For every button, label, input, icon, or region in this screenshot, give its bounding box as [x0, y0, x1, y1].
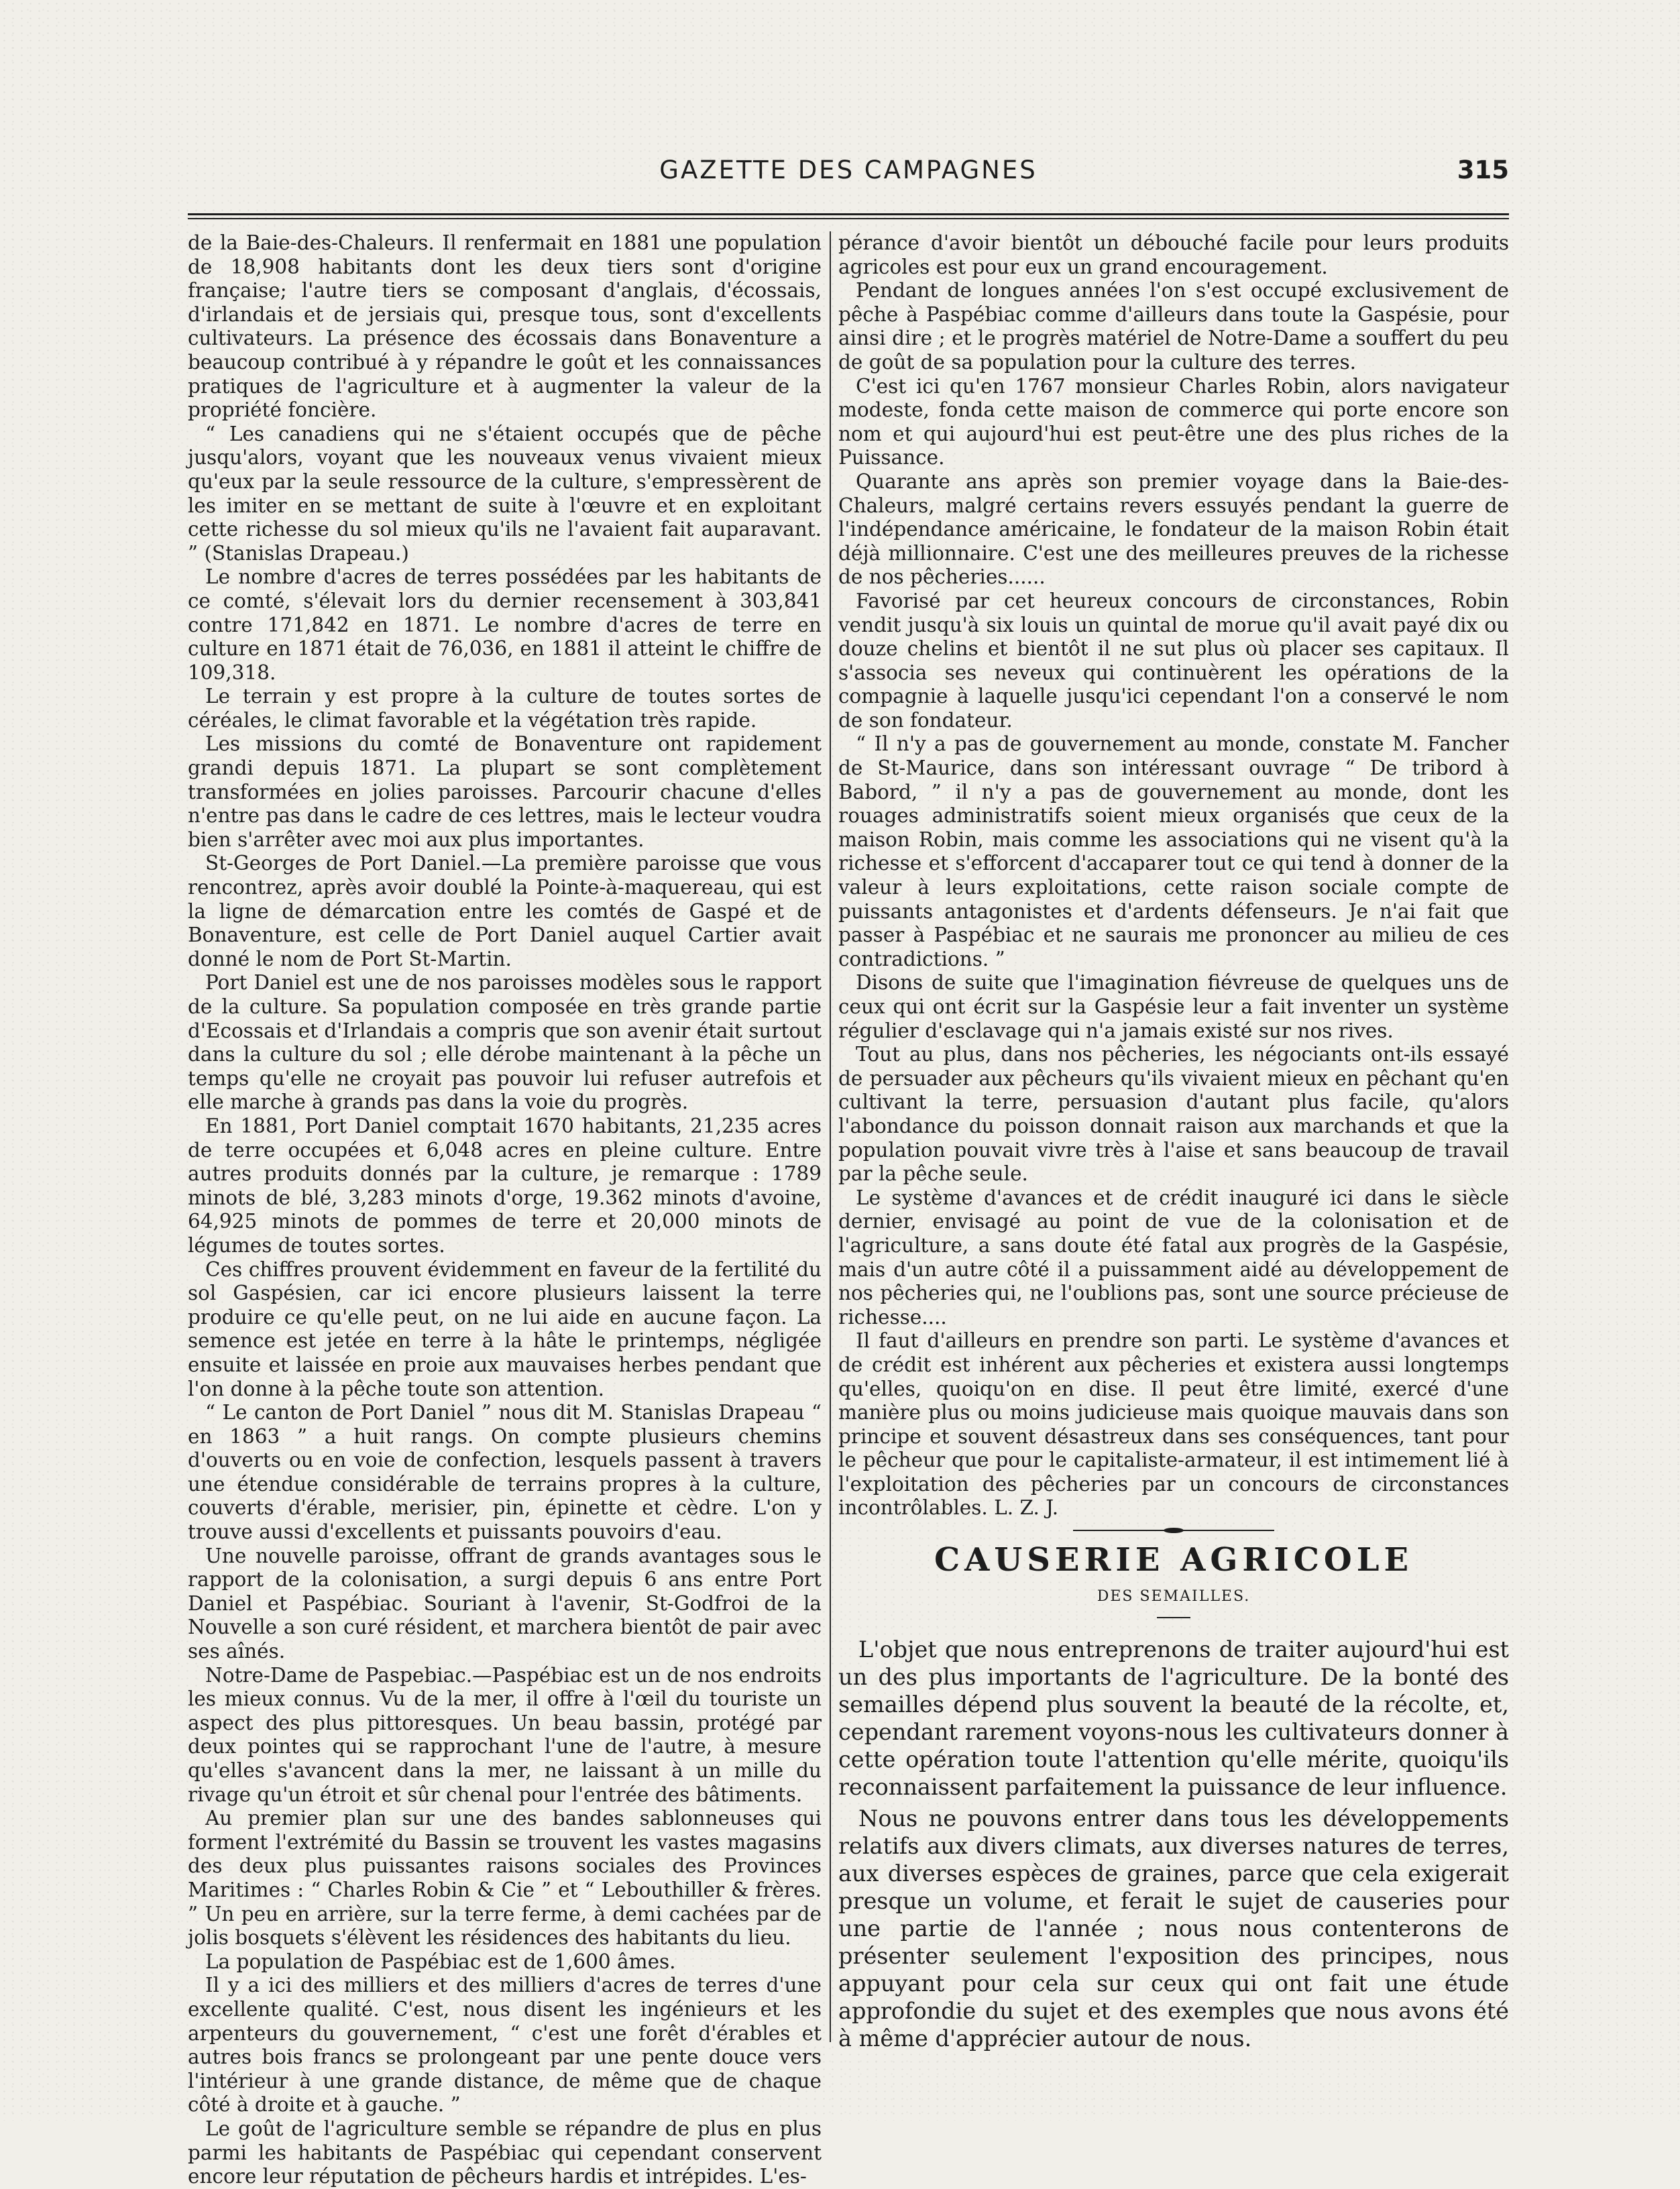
paragraph: Les missions du comté de Bonaventure ont rapidement grandi depuis 1871. La plupart se sont complètement transformées en jolies paroisses. Parcourir chacune d'elles n'entre pas dans le cadre de ces lettres, mais le lecteur voudra bien s'arrêter avec moi aux plus importantes.: [188, 732, 822, 851]
paragraph: Au premier plan sur une des bandes sablonneuses qui forment l'extrémité du Bassin se trouvent les vastes magasins des deux plus puissantes raisons sociales des Provinces Maritimes : “ Charles Robin & Cie ” et “ Lebouthiller & frères. ” Un peu en arrière, sur la terre ferme, à demi cachées par de jolis bosquets s'élèvent les résidences des habitants du lieu.: [188, 1807, 822, 1950]
paragraph: Ces chiffres prouvent évidemment en faveur de la fertilité du sol Gaspésien, car ici encore plusieurs laissent la terre produire ce qu'elle peut, on ne lui aide en aucune façon. La semence est jetée en terre à la hâte le printemps, négligée ensuite et laissée en proie aux mauvaises herbes pendant que l'on donne à la pêche toute son attention.: [188, 1257, 822, 1400]
causerie-body: [838, 1636, 1509, 2052]
paragraph: L'objet que nous entreprenons de traiter aujourd'hui est un des plus importants de l'agriculture. De la bonté des semailles dépend plus souvent la beauté de la récolte, et, cependant rarement voyons-nous les cultivateurs donner à cette opération toute l'attention qu'elle mérite, quoiqu'ils reconnaissent parfaitement la puissance de leur influence.: [838, 1636, 1509, 1801]
running-title: GAZETTE DES CAMPAGNES: [659, 156, 1038, 184]
paragraph: pérance d'avoir bientôt un débouché facile pour leurs produits agricoles est pour eux un grand encouragement.: [838, 231, 1509, 278]
paragraph: de la Baie-des-Chaleurs. Il renfermait en 1881 une population de 18,908 habitants dont les deux tiers sont d'origine française; l'autre tiers se composant d'anglais, d'écossais, d'irlandais et de jersiais qui, presque tous, sont d'excellents cultivateurs. La présence des écossais dans Bonaventure a beaucoup contribué à y répandre le goût et les connaissances pratiques de l'agriculture et à augmenter la valeur de la propriété foncière.: [188, 231, 822, 422]
section-title: CAUSERIE AGRICOLE: [934, 1541, 1414, 1579]
paragraph: Le terrain y est propre à la culture de toutes sortes de céréales, le climat favorable et la végétation très rapide.: [188, 685, 822, 732]
right-column: [838, 231, 1509, 2052]
paragraph: St-Georges de Port Daniel.—La première paroisse que vous rencontrez, après avoir doublé la Pointe-à-maquereau, qui est la ligne de démarcation entre les comtés de Gaspé et de Bonaventure, est celle de Port Daniel auquel Cartier avait donné le nom de Port St-Martin.: [188, 852, 822, 970]
header-rule: [188, 213, 1509, 219]
paragraph: Pendant de longues années l'on s'est occupé exclusivement de pêche à Paspébiac comme d'ailleurs dans toute la Gaspésie, pour ainsi dire ; et le progrès matériel de Notre-Dame a souffert du peu de goût de sa population pour la culture des terres.: [838, 279, 1509, 374]
paragraph: C'est ici qu'en 1767 monsieur Charles Robin, alors navigateur modeste, fonda cette maison de commerce qui porte encore son nom et qui aujourd'hui est peut-être une des plus riches de la Puissance.: [838, 374, 1509, 469]
paragraph: Le goût de l'agriculture semble se répandre de plus en plus parmi les habitants de Paspébiac qui cependant conservent encore leur réputation de pêcheurs hardis et intrépides. L'es-: [188, 2117, 822, 2188]
paragraph: Il y a ici des milliers et des milliers d'acres de terres d'une excellente qualité. C'est, nous disent les ingénieurs et les arpenteurs du gouvernement, “ c'est une forêt d'érables et autres bois francs se prolongeant par une pente douce vers l'intérieur à une grande distance, de même que de chaque côté à droite et à gauche. ”: [188, 1974, 822, 2117]
section-divider-ornament: [1073, 1527, 1274, 1534]
paragraph: “ Le canton de Port Daniel ” nous dit M. Stanislas Drapeau “ en 1863 ” a huit rangs. On compte plusieurs chemins d'ouverts ou en voie de confection, lesquels passent à travers une étendue considérable de terrains propres à la culture, couverts d'érable, merisier, pin, épinette et cèdre. L'on y trouve aussi d'excellents et puissants pouvoirs d'eau.: [188, 1401, 822, 1544]
paragraph: Le système d'avances et de crédit inauguré ici dans le siècle dernier, envisagé au point de vue de la colonisation et de l'agriculture, a sans doute été fatal aux progrès de la Gaspésie, mais d'un autre côté il a puissamment aidé au développement de nos pêcheries qui, ne l'oublions pas, sont une source précieuse de richesse....: [838, 1186, 1509, 1329]
paragraph: Quarante ans après son premier voyage dans la Baie-des-Chaleurs, malgré certains revers essuyés pendant la guerre de l'indépendance américaine, le fondateur de la maison Robin était déjà millionnaire. C'est une des meilleures preuves de la richesse de nos pêcheries......: [838, 469, 1509, 589]
paragraph: La population de Paspébiac est de 1,600 âmes.: [205, 1950, 676, 1973]
paragraph: Favorisé par cet heureux concours de circonstances, Robin vendit jusqu'à six louis un quintal de morue qu'il avait payé dix ou douze chelins et bientôt il ne sut plus où placer ses capitaux. Il s'associa ses neveux qui continuèrent les opérations de la compagnie à laquelle jusqu'ici cependant l'on a conservé le nom de son fondateur.: [838, 589, 1509, 732]
paragraph: Notre-Dame de Paspebiac.—Paspébiac est un de nos endroits les mieux connus. Vu de la mer, il offre à l'œil du touriste un aspect des plus pittoresques. Un beau bassin, protégé par deux pointes qui se rapprochant l'une de l'autre, à mesure qu'elles s'avancent dans la mer, ne laissant à un mille du rivage qu'un étroit et sûr chenal pour l'entrée des bâtiments.: [188, 1663, 822, 1806]
paragraph: Il faut d'ailleurs en prendre son parti. Le système d'avances et de crédit est inhérent aux pêcheries et existera aussi longtemps qu'elles, quoiqu'on en dise. Il peut être limité, exercé d'une manière plus ou moins judicieuse mais quoique mauvais dans son principe et souvent désastreux dans ses conséquences, tant pour le pêcheur que pour le capitaliste-armateur, il est intimement lié à l'exploitation des pêcheries par un concours de circonstances incontrôlables. L. Z. J.: [838, 1329, 1509, 1520]
page-header: [188, 156, 1509, 196]
column-divider: [830, 231, 831, 2042]
paragraph: En 1881, Port Daniel comptait 1670 habitants, 21,235 acres de terre occupées et 6,048 acres en pleine culture. Entre autres produits donnés par la culture, je remarque : 1789 minots de blé, 3,283 minots d'orge, 19.362 minots d'avoine, 64,925 minots de pommes de terre et 20,000 minots de légumes de toutes sortes.: [188, 1114, 822, 1257]
paragraph: Nous ne pouvons entrer dans tous les développements relatifs aux divers climats, aux diverses natures de terres, aux diverses espèces de graines, parce que cela exigerait presque un volume, et ferait le sujet de causeries pour une partie de l'année ; nous nous contenterons de présenter seulement l'exposition des principes, nous appuyant pour cela sur ceux qui ont fait une étude approfondie du sujet et des exemples que nous avons été à même d'apprécier autour de nous.: [838, 1805, 1509, 2052]
paragraph: Disons de suite que l'imagination fiévreuse de quelques uns de ceux qui ont écrit sur la Gaspésie leur a fait inventer un système régulier d'esclavage qui n'a jamais existé sur nos rives.: [838, 971, 1509, 1042]
paragraph: Le nombre d'acres de terres possédées par les habitants de ce comté, s'élevait lors du dernier recensement à 303,841 contre 171,842 en 1871. Le nombre d'acres de terre en culture en 1871 était de 76,036, en 1881 il atteint le chiffre de 109,318.: [188, 565, 822, 684]
paragraph: Une nouvelle paroisse, offrant de grands avantages sous le rapport de la colonisation, a surgi depuis 6 ans entre Port Daniel et Paspébiac. Souriant à l'avenir, St-Godfroi de la Nouvelle a son curé résident, et marchera bientôt de pair avec ses aînés.: [188, 1544, 822, 1663]
section-subtitle: DES SEMAILLES.: [1097, 1588, 1251, 1606]
paragraph: Tout au plus, dans nos pêcheries, les négociants ont-ils essayé de persuader aux pêcheurs qu'ils vivaient mieux en pêchant qu'en cultivant la terre, persuasion d'autant plus facile, qu'alors l'abondance du poisson donnait raison aux marchands et que la population pouvait vivre très à l'aise et sans beaucoup de travail par la pêche seule.: [838, 1043, 1509, 1186]
paragraph: “ Les canadiens qui ne s'étaient occupés que de pêche jusqu'alors, voyant que les nouveaux venus vivaient mieux qu'eux par la seule ressource de la culture, s'empressèrent de les imiter en se mettant de suite à l'œuvre et en exploitant cette richesse du sol mieux qu'ils ne l'avaient fait auparavant. ” (Stanislas Drapeau.): [188, 422, 822, 565]
paragraph: “ Il n'y a pas de gouvernement au monde, constate M. Fancher de St-Maurice, dans son intéressant ouvrage “ De tribord à Babord, ” il n'y a pas de gouvernement au monde, dont les rouages administratifs soient mieux organisés que ceux de la maison Robin, mais comme les associations qui ne visent qu'à la richesse et s'efforcent d'accaparer tout ce qui tend à donner de la valeur à leurs exploitations, cette raison sociale compte de puissants antagonistes et d'ardents défenseurs. Je n'ai fait que passer à Paspébiac et ne saurais me prononcer au milieu de ces contradictions. ”: [838, 732, 1509, 970]
page-number: 315: [1457, 156, 1509, 184]
subtitle-rule: [1157, 1617, 1190, 1618]
paragraph: Port Daniel est une de nos paroisses modèles sous le rapport de la culture. Sa population composée en très grande partie d'Ecossais et d'Irlandais a compris que son avenir était surtout dans la culture du sol ; elle dérobe maintenant à la pêche un temps qu'elle ne croyait pas pouvoir lui refuser autrefois et elle marche à grands pas dans la voie du progrès.: [188, 971, 822, 1114]
left-column: [188, 231, 822, 2188]
